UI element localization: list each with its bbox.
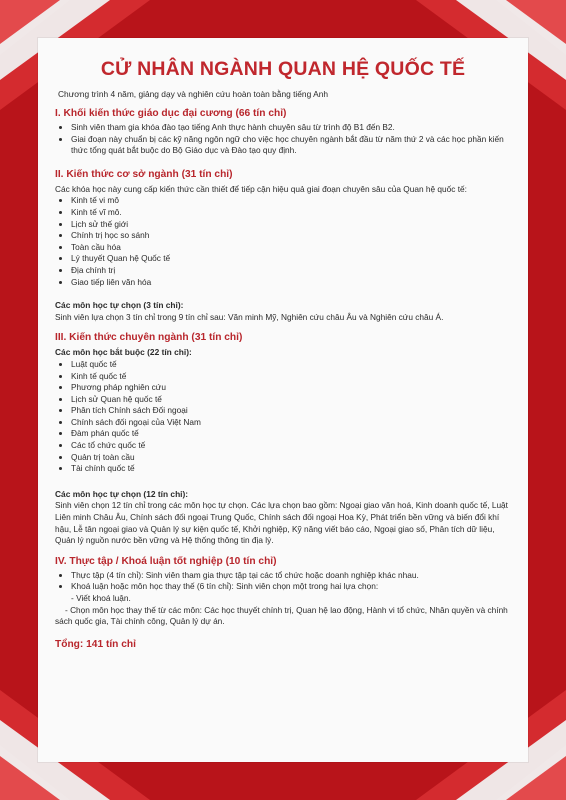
section-3-elective-label: Các môn học tự chọn (12 tín chỉ): xyxy=(55,488,189,499)
list-item: • Tài chính quốc tế xyxy=(71,463,511,475)
list-item: • Lịch sử Quan hệ quốc tế xyxy=(71,394,511,406)
list-item: • Các tổ chức quốc tế xyxy=(71,440,511,452)
list-item: • Toàn cầu hóa xyxy=(71,242,511,254)
section-heading-1: I. Khối kiến thức giáo dục đại cương (66 tín chỉ) xyxy=(55,108,287,119)
list-item: • Giao tiếp liên văn hóa xyxy=(71,277,511,289)
list-item: • Giai đoạn này chuẩn bị các kỹ năng ngôn ngữ cho việc học chuyên ngành bắt đầu từ năm thứ 2 và các học phần kiến thức tổng quát bắt buộc do Bộ Giáo dục và Đào tạo quy định. xyxy=(71,134,511,157)
option-alternative: - Chọn môn học thay thế từ các môn: Các học thuyết chính trị, Quan hệ lao động, Hành vi tổ chức, Nhân quyền và chính sách quốc gia, Tài chính công, Quản lý dự án. xyxy=(55,604,508,627)
page-subtitle: Chương trình 4 năm, giảng dạy và nghiên cứu hoàn toàn bằng tiếng Anh xyxy=(58,89,329,99)
section-2-elective-label: Các môn học tự chọn (3 tín chỉ): xyxy=(55,300,184,311)
section-3-elective-text: Sinh viên chọn 12 tín chỉ trong các môn học tự chọn. Các lựa chọn bao gồm: Ngoại giao văn hoá, Kinh doanh quốc tế, Luật Liên minh Châu Âu, Chính sách đối ngoại Trung Quốc, Chính sách đối ngoại Hoa Kỳ, Phát triển bền vững và biến đổi khí hậu, Lễ tân ngoại giao và Quản lý sự kiện quốc tế, Khởi nghiệp, Kỹ năng viết báo cáo, Ngoại giao số, Phân tích dữ liệu, Quản lý nguồn nước bền vững và Hệ thống thông tin địa lý. xyxy=(55,500,508,546)
section-2-list xyxy=(55,195,511,288)
list-item: • Chính sách đối ngoại của Việt Nam xyxy=(71,417,511,429)
list-item: • Kinh tế vi mô xyxy=(71,195,511,207)
list-item: • Thực tập (4 tín chỉ): Sinh viên tham gia thực tập tại các tổ chức hoặc doanh nghiệp khác nhau. xyxy=(71,570,511,582)
list-item: • Địa chính trị xyxy=(71,265,511,277)
list-item: • Khoá luận hoặc môn học thay thế (6 tín chỉ): Sinh viên chọn một trong hai lựa chọn: xyxy=(71,581,511,593)
total-credits: Tổng: 141 tín chỉ xyxy=(55,638,136,650)
section-4-list xyxy=(55,570,511,593)
section-3-list xyxy=(55,359,511,475)
option-thesis: - Viết khoá luận. xyxy=(71,593,131,603)
section-heading-3: III. Kiến thức chuyên ngành (31 tín chỉ) xyxy=(55,332,243,344)
list-item: • Đàm phán quốc tế xyxy=(71,428,511,440)
document-content xyxy=(55,58,511,650)
list-item: • Luật quốc tế xyxy=(71,359,511,371)
page-title: CỬ NHÂN NGÀNH QUAN HỆ QUỐC TẾ xyxy=(100,58,466,80)
section-heading-4: IV. Thực tập / Khoá luận tốt nghiệp (10 tín chỉ) xyxy=(55,555,277,567)
section-heading-2: II. Kiến thức cơ sở ngành (31 tín chỉ) xyxy=(55,168,233,180)
section-2-elective-text: Sinh viên lựa chọn 3 tín chỉ trong 9 tín chỉ sau: Văn minh Mỹ, Nghiên cứu châu Âu và Nghiên cứu châu Á. xyxy=(55,311,444,322)
section-1-list xyxy=(55,122,511,157)
section-3-required-label: Các môn học bắt buộc (22 tín chỉ): xyxy=(55,347,192,358)
list-item: • Chính trị học so sánh xyxy=(71,230,511,242)
section-2-intro: Các khóa học này cung cấp kiến thức cần thiết để tiếp cận hiệu quả giai đoạn chuyên sâu của Quan hệ quốc tế: xyxy=(55,183,467,194)
list-item: • Phương pháp nghiên cứu xyxy=(71,382,511,394)
list-item: • Kinh tế quốc tế xyxy=(71,371,511,383)
list-item: • Sinh viên tham gia khóa đào tạo tiếng Anh thực hành chuyên sâu từ trình độ B1 đến B2. xyxy=(71,122,511,134)
list-item: • Kinh tế vĩ mô. xyxy=(71,207,511,219)
list-item: • Phân tích Chính sách Đối ngoại xyxy=(71,405,511,417)
list-item: • Lý thuyết Quan hệ Quốc tế xyxy=(71,253,511,265)
list-item: • Lịch sử thế giới xyxy=(71,219,511,231)
list-item: • Quản trị toàn cầu xyxy=(71,452,511,464)
